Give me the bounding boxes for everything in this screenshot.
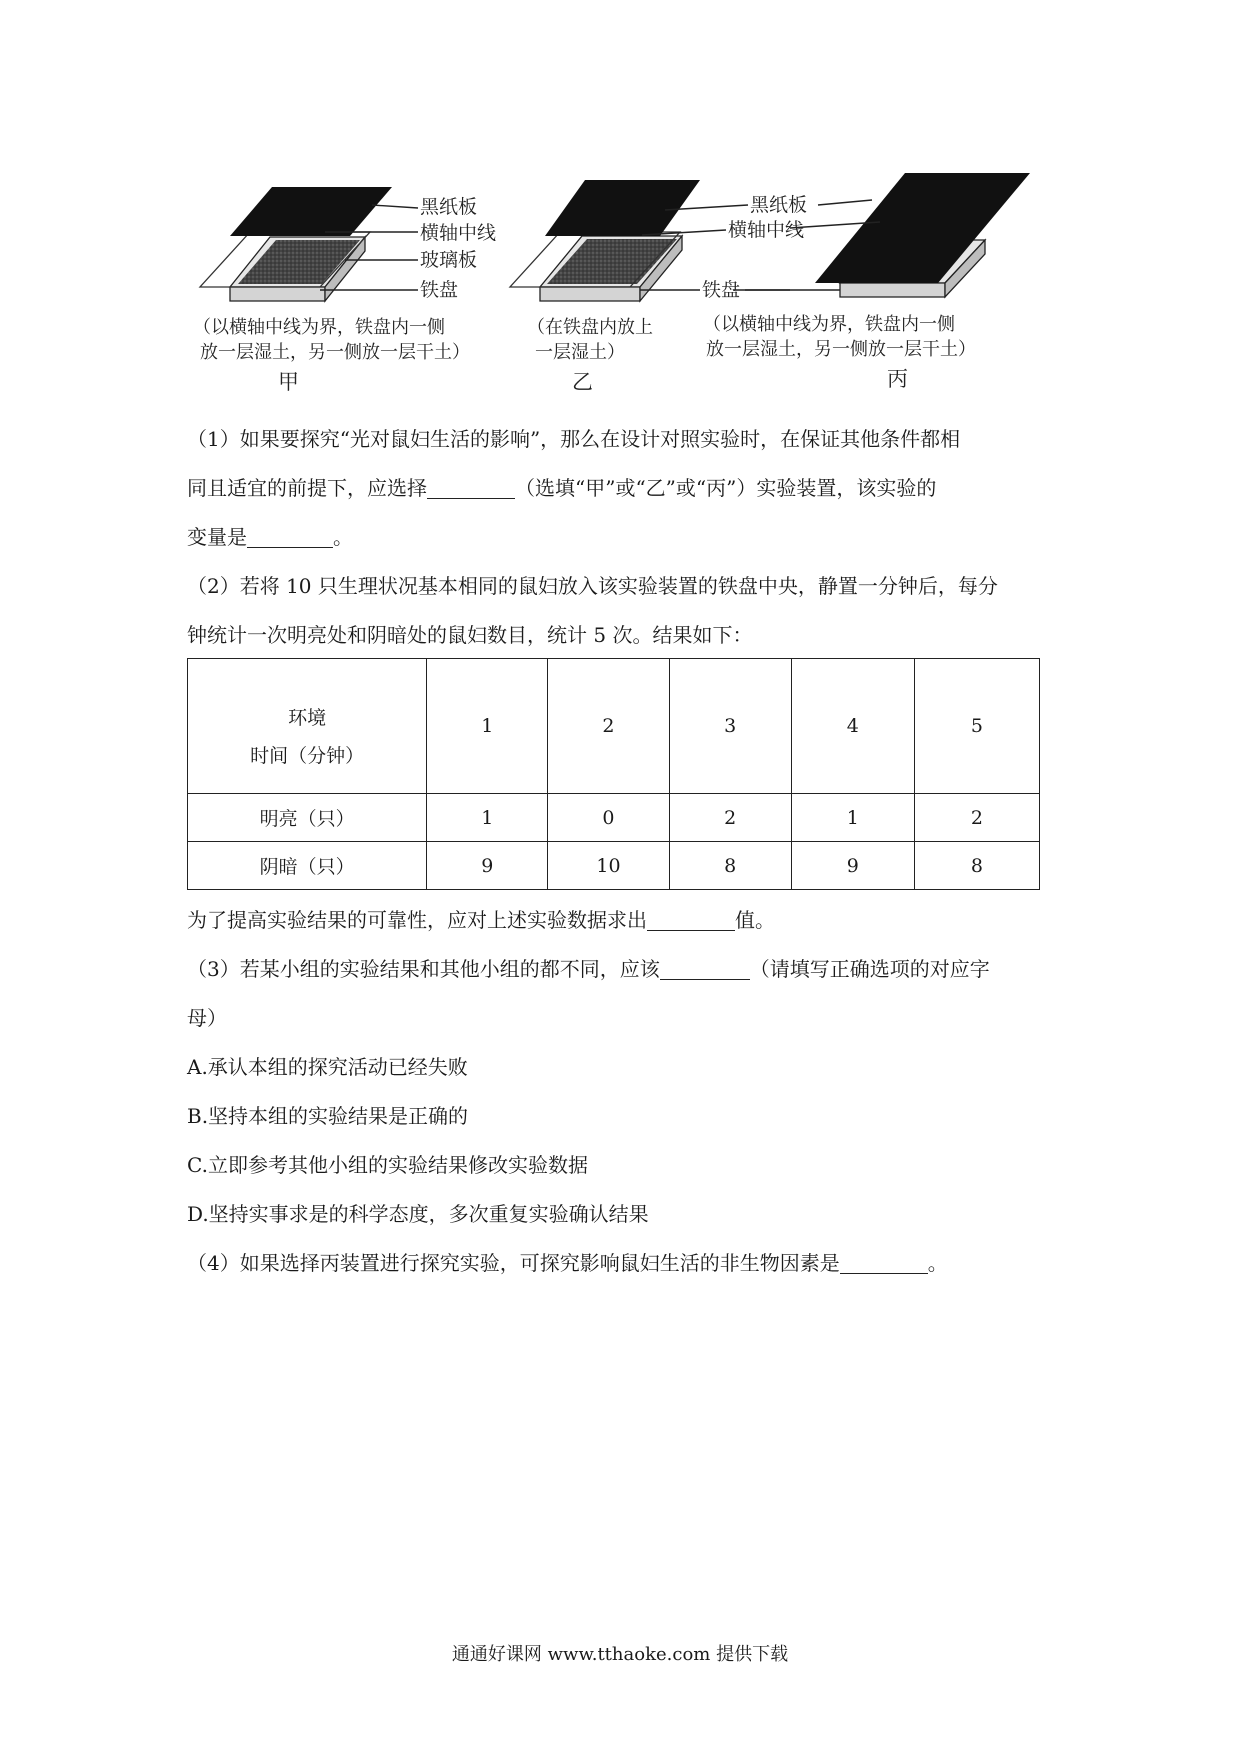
apparatus-figure — [0, 0, 1240, 400]
q3-line1-text-b: （请填写正确选项的对应字 — [749, 957, 990, 981]
q3-option-c: C.立即参考其他小组的实验结果修改实验数据 — [187, 1153, 588, 1177]
label-black-board-right: 黑纸板 — [750, 194, 808, 216]
table-cell: 2 — [914, 794, 1039, 842]
label-iron-tray-right: 铁盘 — [702, 279, 741, 301]
q2-after-text-a: 为了提高实验结果的可靠性，应对上述实验数据求出 — [187, 908, 647, 932]
q1-line1: （1）如果要探究“光对鼠妇生活的影响”，那么在设计对照实验时，在保证其他条件都相 — [187, 427, 961, 451]
table-row — [188, 842, 1040, 890]
q1-line2 — [187, 474, 936, 502]
header-time-4: 4 — [791, 659, 914, 794]
caption-yi-line1: （在铁盘内放上 — [527, 317, 653, 338]
header-time-3: 3 — [669, 659, 791, 794]
q4-text-b: 。 — [927, 1251, 948, 1275]
q1-line3-text-a: 变量是 — [187, 525, 247, 549]
label-iron-tray-left: 铁盘 — [420, 279, 459, 301]
apparatus-jia — [200, 187, 392, 301]
header-time-2: 2 — [548, 659, 669, 794]
table-cell: 8 — [669, 842, 791, 890]
q2-line1: （2）若将 10 只生理状况基本相同的鼠妇放入该实验装置的铁盘中央，静置一分钟后，每分 — [187, 574, 998, 598]
q3-line2: 母） — [187, 1006, 227, 1030]
table-cell: 0 — [548, 794, 669, 842]
apparatus-yi — [510, 180, 700, 301]
label-black-board-left: 黑纸板 — [420, 196, 478, 218]
q1-line3 — [187, 523, 353, 551]
q3-option-b: B.坚持本组的实验结果是正确的 — [187, 1104, 469, 1128]
q3-option-a: A.承认本组的探究活动已经失败 — [187, 1055, 468, 1079]
label-axis-midline-right: 横轴中线 — [728, 219, 805, 241]
label-glass-plate: 玻璃板 — [420, 249, 478, 271]
q2-blank-average[interactable] — [647, 910, 735, 931]
q3-blank-option[interactable] — [660, 959, 750, 980]
header-environment: 环境 — [288, 707, 327, 729]
q3-line1-text-a: （3）若某小组的实验结果和其他小组的都不同，应该 — [187, 957, 660, 981]
caption-jia-line1: （以横轴中线为界，铁盘内一侧 — [193, 317, 445, 338]
table-cell: 10 — [548, 842, 669, 890]
q3-line1 — [187, 955, 990, 983]
table-header-cell — [188, 659, 427, 794]
header-time: 时间（分钟） — [250, 745, 365, 767]
q1-line3-text-b: 。 — [333, 525, 353, 549]
name-yi: 乙 — [572, 370, 593, 394]
row-label-dark: 阴暗（只） — [188, 842, 427, 890]
caption-bing-line2: 放一层湿土，另一侧放一层干土） — [706, 339, 976, 360]
label-axis-midline-left: 横轴中线 — [420, 222, 497, 244]
table-cell: 9 — [791, 842, 914, 890]
q1-blank-apparatus[interactable] — [427, 478, 515, 499]
name-jia: 甲 — [278, 370, 299, 394]
table-cell: 2 — [669, 794, 791, 842]
table-row — [188, 794, 1040, 842]
q4-line — [187, 1249, 948, 1277]
q1-line2-text-a: 同且适宜的前提下，应选择 — [187, 476, 427, 500]
apparatus-bing — [815, 173, 1030, 297]
q2-after-text-b: 值。 — [735, 908, 775, 932]
q3-option-d: D.坚持实事求是的科学态度，多次重复实验确认结果 — [187, 1202, 649, 1226]
caption-jia-line2: 放一层湿土，另一侧放一层干土） — [200, 342, 470, 363]
q1-line2-text-b: （选填“甲”或“乙”或“丙”）实验装置，该实验的 — [515, 476, 937, 500]
q4-blank-factor[interactable] — [840, 1253, 928, 1274]
q1-blank-variable[interactable] — [247, 527, 333, 548]
table-cell: 1 — [791, 794, 914, 842]
footer-text: 通通好课网 www.tthaoke.com 提供下载 — [451, 1644, 789, 1665]
row-label-bright: 明亮（只） — [188, 794, 427, 842]
name-bing: 丙 — [887, 367, 908, 391]
table-cell: 8 — [914, 842, 1039, 890]
header-time-5: 5 — [914, 659, 1039, 794]
q2-after-table — [187, 906, 775, 934]
caption-yi-line2: 一层湿土） — [535, 342, 625, 363]
header-time-1: 1 — [427, 659, 548, 794]
table-cell: 9 — [427, 842, 548, 890]
table-cell: 1 — [427, 794, 548, 842]
caption-bing-line1: （以横轴中线为界，铁盘内一侧 — [703, 314, 955, 335]
q4-text-a: （4）如果选择丙装置进行探究实验，可探究影响鼠妇生活的非生物因素是 — [187, 1251, 840, 1275]
q2-line2: 钟统计一次明亮处和阴暗处的鼠妇数目，统计 5 次。结果如下： — [187, 623, 753, 647]
results-table — [187, 658, 1040, 890]
table-row-header — [188, 659, 1040, 794]
